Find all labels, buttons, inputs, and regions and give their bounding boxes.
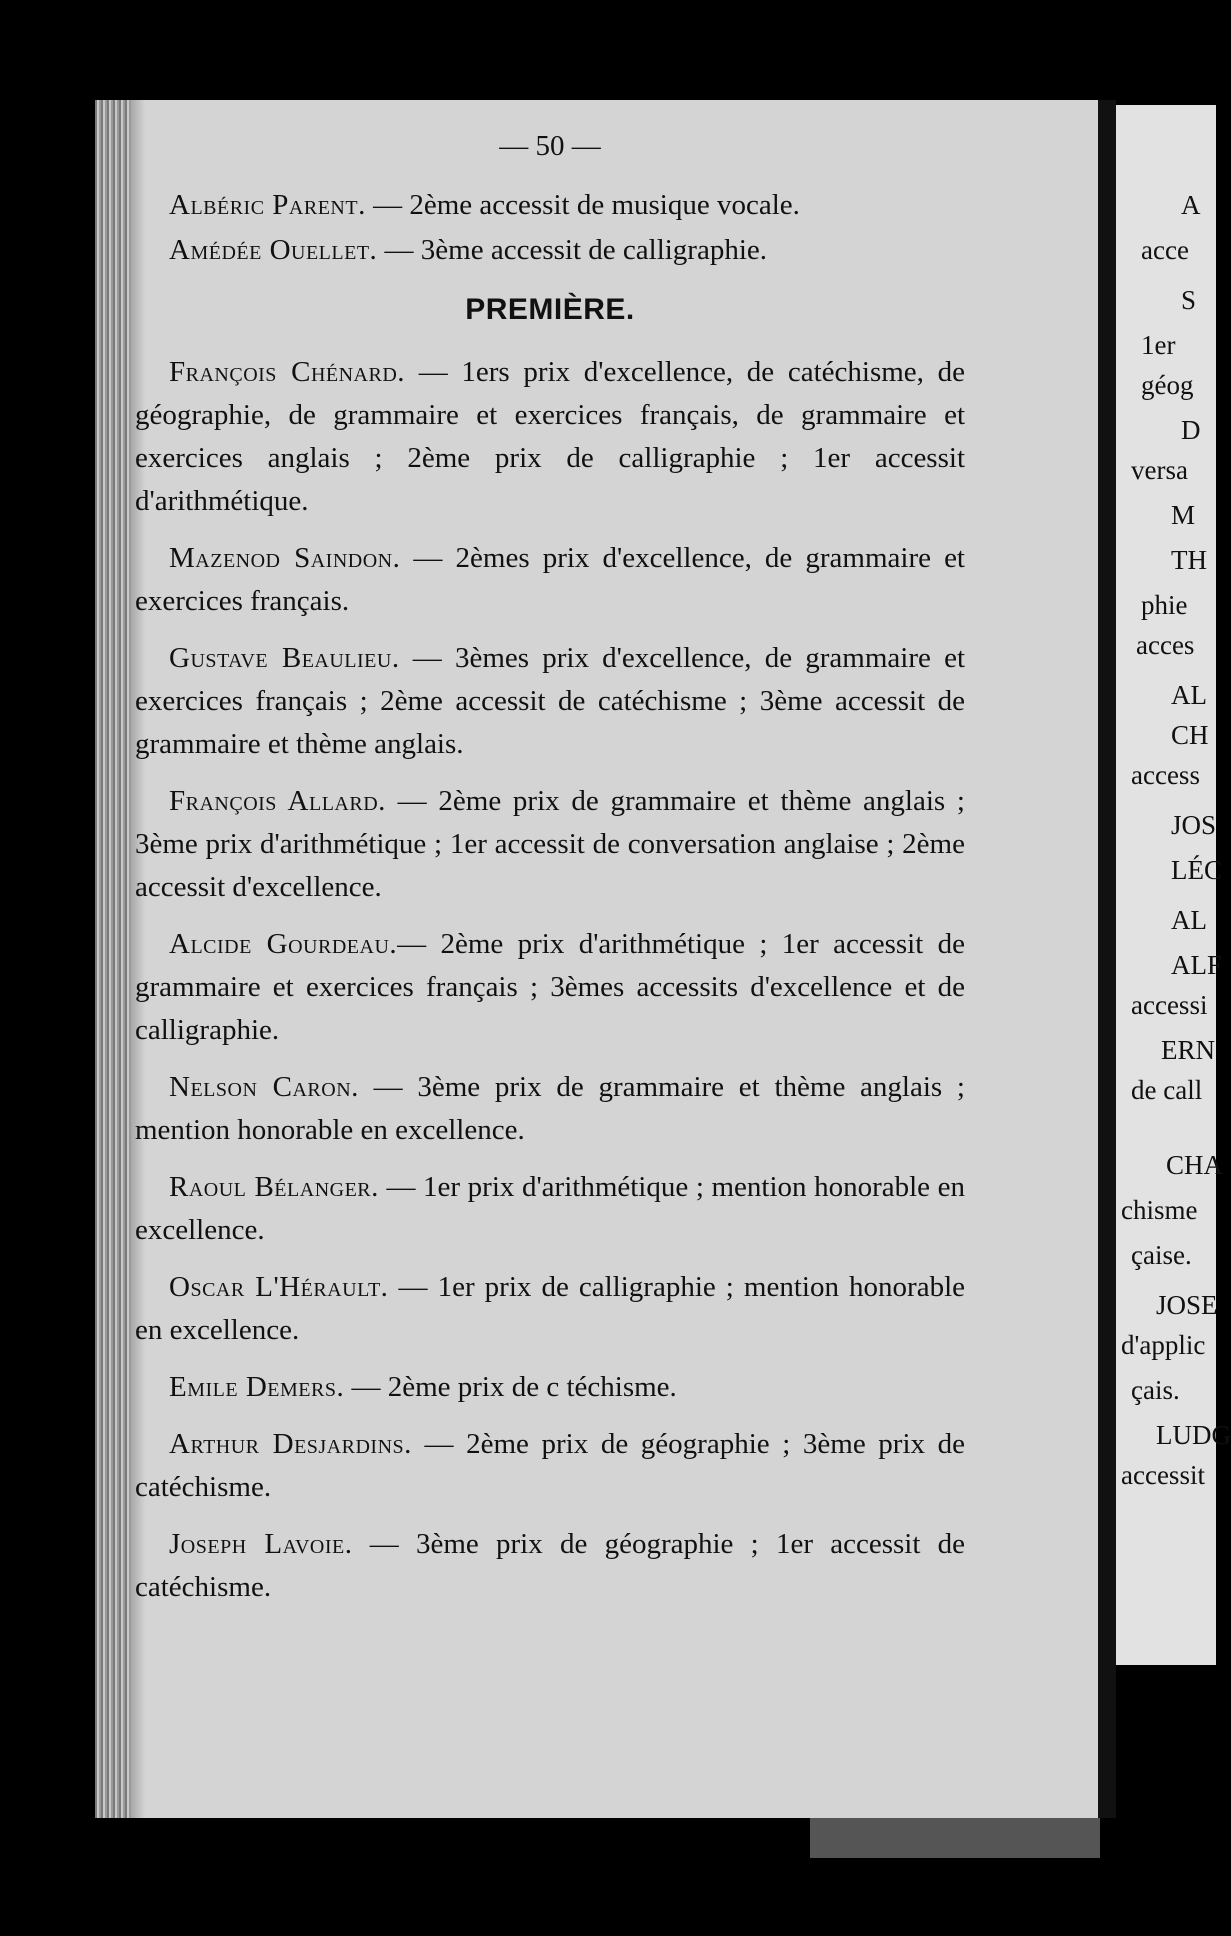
award-entry xyxy=(135,923,965,1052)
adjacent-page-fragment: çaise. xyxy=(1131,1240,1192,1270)
award-entry xyxy=(135,637,965,766)
adjacent-page-fragment: accessi xyxy=(1131,990,1208,1020)
student-name: Joseph Lavoie. xyxy=(169,1528,353,1560)
student-name: François Chénard. xyxy=(169,356,406,388)
award-entry xyxy=(135,1423,965,1509)
award-entry xyxy=(135,537,965,623)
adjacent-page-fragment: CHA xyxy=(1166,1150,1224,1180)
award-text: — 2ème prix d'arithmétique ; 1er accessit de grammaire et exercices français ; 3èmes accessits d'excellence et de calligraphie. xyxy=(135,928,965,1046)
adjacent-page-fragment: phie xyxy=(1141,590,1188,620)
award-entry xyxy=(135,780,965,909)
adjacent-page-fragment: AL xyxy=(1171,680,1207,710)
adjacent-page-fragment: versa xyxy=(1131,455,1188,485)
award-text: — 2ème prix de géographie ; 3ème prix de catéchisme. xyxy=(135,1428,965,1503)
adjacent-page-fragment: chisme xyxy=(1121,1195,1198,1225)
award-entry xyxy=(135,1166,965,1252)
adjacent-page-fragment: JOSE xyxy=(1156,1290,1218,1320)
award-entry xyxy=(135,1266,965,1352)
adjacent-page-fragment: géog xyxy=(1141,370,1194,400)
page-number: — 50 — xyxy=(499,130,601,162)
adjacent-page-fragment: d'applic xyxy=(1121,1330,1206,1360)
adjacent-page-fragment: S xyxy=(1181,285,1197,315)
award-text: — 2ème accessit de musique vocale. xyxy=(365,189,800,221)
top-entry xyxy=(135,229,965,272)
adjacent-page-fragment: AL xyxy=(1171,905,1207,935)
adjacent-page-fragment: A xyxy=(1181,190,1201,220)
student-name: Emile Demers. xyxy=(169,1371,345,1403)
award-text: — 1ers prix d'excellence, de catéchisme, de géographie, de grammaire et exercices français, de grammaire et exercices anglais ; 2ème prix de calligraphie ; 1er accessit d'arithmétique. xyxy=(135,356,965,517)
adjacent-page-fragment: CH xyxy=(1171,720,1209,750)
page-gap xyxy=(1098,100,1116,1818)
student-name: Amédée Ouellet. xyxy=(169,234,378,266)
award-text: — 3ème prix de géographie ; 1er accessit de catéchisme. xyxy=(135,1528,965,1603)
adjacent-page-fragment: TH xyxy=(1171,545,1207,575)
adjacent-page-fragment: acce xyxy=(1141,235,1189,265)
adjacent-page-fragment: ALF xyxy=(1171,950,1223,980)
student-name: Oscar L'Hérault. xyxy=(169,1271,389,1303)
award-entry xyxy=(135,1066,965,1152)
award-text: — 3èmes prix d'excellence, de grammaire et exercices français ; 2ème accessit de catéchisme ; 3ème accessit de grammaire et thème anglais. xyxy=(135,642,965,760)
adjacent-page-fragment: de call xyxy=(1131,1075,1203,1105)
top-entry xyxy=(135,184,965,227)
award-text: — 1er prix d'arithmétique ; mention honorable en excellence. xyxy=(135,1171,965,1246)
award-entry xyxy=(135,1523,965,1609)
page-content xyxy=(135,125,965,1623)
award-text: — 2ème prix de c téchisme. xyxy=(344,1371,677,1403)
award-text: — 3ème prix de grammaire et thème anglais ; mention honorable en excellence. xyxy=(135,1071,965,1146)
award-text: — 1er prix de calligraphie ; mention honorable en excellence. xyxy=(135,1271,965,1346)
adjacent-page-fragment: D xyxy=(1181,415,1201,445)
adjacent-page-fragment: LUDG xyxy=(1156,1420,1231,1450)
adjacent-page-fragment: access xyxy=(1131,760,1200,790)
adjacent-page-fragment: acces xyxy=(1136,630,1195,660)
student-name: Mazenod Saindon. xyxy=(169,542,401,574)
award-text: — 2ème prix de grammaire et thème anglais ; 3ème prix d'arithmétique ; 1er accessit de conversation anglaise ; 2ème accessit d'excellence. xyxy=(135,785,965,903)
adjacent-page-fragment: 1er xyxy=(1141,330,1176,360)
student-name: Gustave Beaulieu. xyxy=(169,642,400,674)
section-heading: PREMIÈRE. xyxy=(465,293,635,326)
student-name: François Allard. xyxy=(169,785,386,817)
student-name: Raoul Bélanger. xyxy=(169,1171,379,1203)
award-text: — 2èmes prix d'excellence, de grammaire et exercices français. xyxy=(135,542,965,617)
student-name: Arthur Desjardins. xyxy=(169,1428,412,1460)
adjacent-page-fragment: JOS xyxy=(1171,810,1217,840)
student-name: Nelson Caron. xyxy=(169,1071,359,1103)
award-entry xyxy=(135,1366,965,1409)
book-binding xyxy=(95,100,131,1818)
adjacent-page-fragment: M xyxy=(1171,500,1196,530)
student-name: Albéric Parent. xyxy=(169,189,366,221)
adjacent-page-fragment: accessit xyxy=(1121,1460,1205,1490)
adjacent-page-fragment: çais. xyxy=(1131,1375,1180,1405)
award-text: — 3ème accessit de calligraphie. xyxy=(377,234,768,266)
adjacent-page-edge xyxy=(1116,105,1231,1665)
adjacent-page-fragment: ERN xyxy=(1161,1035,1215,1065)
award-entry xyxy=(135,351,965,523)
scan-border-strip xyxy=(810,1818,1100,1858)
student-name: Alcide Gourdeau. xyxy=(169,928,398,960)
adjacent-page-fragment: LÉC xyxy=(1171,855,1222,885)
